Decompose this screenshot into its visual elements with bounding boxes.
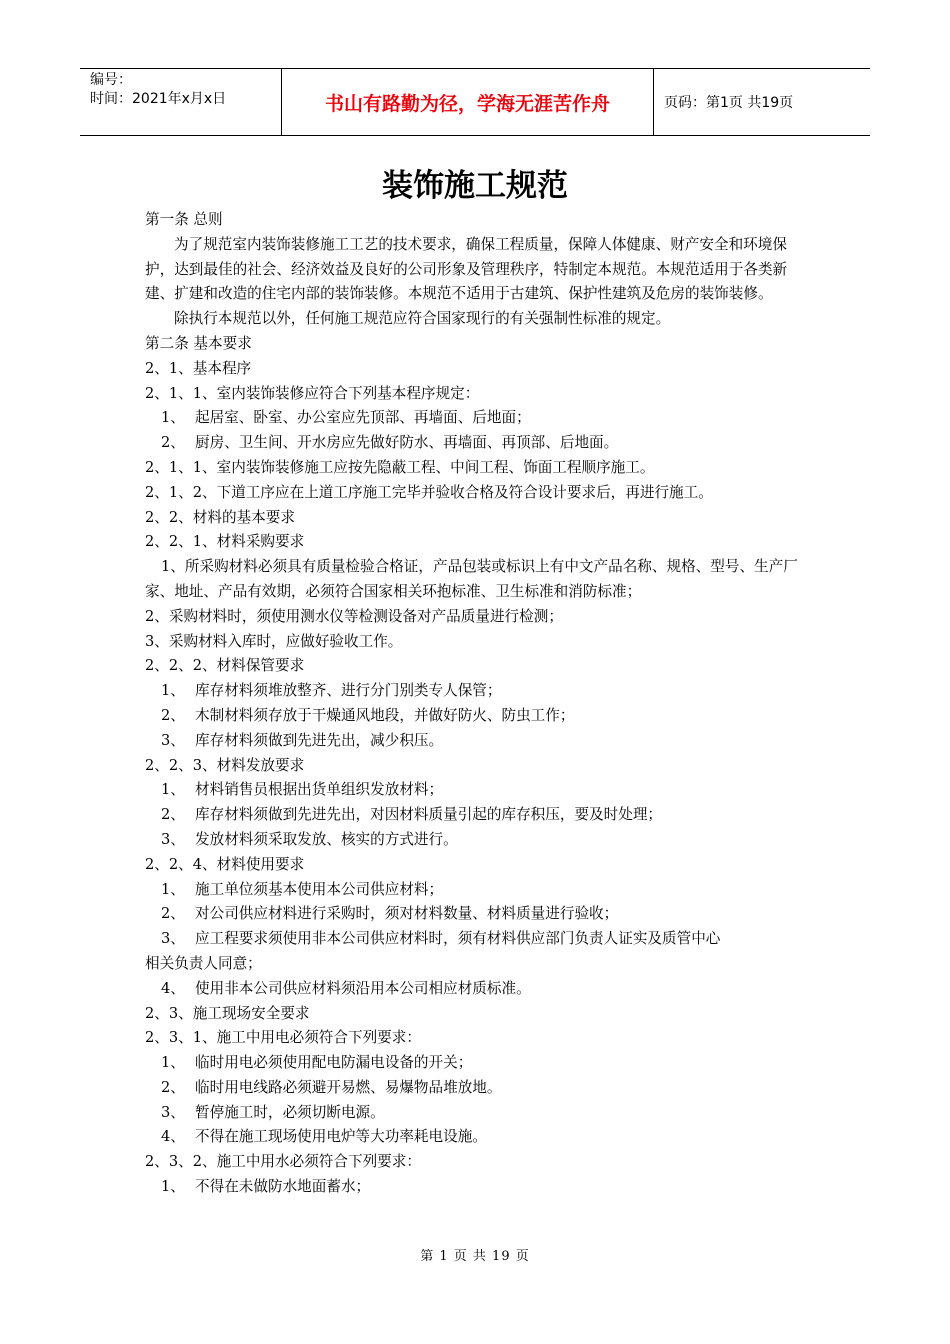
list-item: 2、 库存材料须做到先进先出，对因材料质量引起的库存积压，要及时处理； — [161, 806, 663, 824]
document-code-label: 编号： — [90, 72, 132, 88]
list-item: 3、 应工程要求须使用非本公司供应材料时，须有材料供应部门负责人证实及质管中心 — [161, 930, 721, 948]
list-item: 2、 木制材料须存放于干燥通风地段，并做好防火、防虫工作； — [161, 706, 575, 724]
section-heading: 第一条 总则 — [145, 211, 223, 228]
subsection-heading: 2、3、1、施工中用电必须符合下列要求： — [145, 1029, 421, 1047]
list-item: 4、 不得在施工现场使用电炉等大功率耗电设施。 — [161, 1128, 487, 1146]
subsection-heading: 2、2、1、材料采购要求 — [145, 533, 305, 551]
list-item: 2、 对公司供应材料进行采购时，须对材料数量、材料质量进行验收； — [161, 905, 619, 923]
list-item: 1、 临时用电必须使用配电防漏电设备的开关； — [161, 1054, 473, 1072]
list-item: 3、采购材料入库时，应做好验收工作。 — [145, 632, 403, 650]
document-title: 装饰施工规范 — [382, 168, 568, 204]
subsection-heading: 2、2、3、材料发放要求 — [145, 756, 305, 774]
paragraph: 为了规范室内装饰装修施工工艺的技术要求，确保工程质量，保障人体健康、财产安全和环境保护，达到最佳的社会、经济效益及良好的公司形象及管理秩序，特制定本规范。本规范适用于各类新建、扩建和改造的住宅内部的装饰装修。本规范不适用于古建筑、保护性建筑及危房的装饰装修。 — [145, 235, 788, 303]
header-left-cell — [80, 69, 282, 135]
header-page-label: 页码：第1页 共19页 — [664, 95, 794, 111]
subsection-heading: 2、1、1、室内装饰装修施工应按先隐蔽工程、中间工程、饰面工程顺序施工。 — [145, 458, 655, 476]
list-item: 1、 起居室、卧室、办公室应先顶部、再墙面、后地面； — [161, 409, 531, 427]
document-time-label: 时间：2021年x月x日 — [90, 91, 227, 107]
page-header — [80, 68, 870, 136]
paragraph: 除执行本规范以外，任何施工规范应符合国家现行的有关强制性标准的规定。 — [174, 310, 671, 328]
list-item: 3、 库存材料须做到先进先出，减少积压。 — [161, 731, 444, 749]
list-item: 1、 库存材料须堆放整齐、进行分门别类专人保管； — [161, 682, 502, 700]
section-heading: 第二条 基本要求 — [145, 334, 252, 352]
subsection-heading: 2、1、1、室内装饰装修应符合下列基本程序规定： — [145, 384, 480, 402]
list-item: 2、采购材料时，须使用测水仪等检测设备对产品质量进行检测； — [145, 607, 563, 625]
subsection-heading: 2、1、2、下道工序应在上道工序施工完毕并验收合格及符合设计要求后，再进行施工。 — [145, 483, 713, 501]
subsection-heading: 2、1、基本程序 — [145, 359, 252, 377]
list-item: 1、所采购材料必须具有质量检验合格证，产品包装或标识上有中文产品名称、规格、型号、生产厂家、地址、产品有效期，必须符合国家相关环抱标准、卫生标准和消防标准； — [145, 558, 798, 600]
subsection-heading: 2、3、2、施工中用水必须符合下列要求： — [145, 1153, 421, 1171]
subsection-heading: 2、2、材料的基本要求 — [145, 508, 295, 526]
document-body — [145, 208, 810, 1200]
list-item: 1、 材料销售员根据出货单组织发放材料； — [161, 781, 444, 799]
list-item: 1、 不得在未做防水地面蓄水； — [161, 1178, 371, 1196]
subsection-heading: 2、2、2、材料保管要求 — [145, 657, 305, 675]
list-item: 1、 施工单位须基本使用本公司供应材料； — [161, 880, 444, 898]
header-motto: 书山有路勤为径，学海无涯苦作舟 — [282, 69, 654, 135]
list-item: 4、 使用非本公司供应材料须沿用本公司相应材质标准。 — [161, 979, 531, 997]
list-item: 3、 暂停施工时，必须切断电源。 — [161, 1103, 385, 1121]
list-item-continuation: 相关负责人同意； — [145, 954, 262, 972]
subsection-heading: 2、2、4、材料使用要求 — [145, 855, 305, 873]
subsection-heading: 2、3、施工现场安全要求 — [145, 1004, 310, 1022]
page-footer: 第 1 页 共 19 页 — [420, 1249, 530, 1264]
list-item: 2、 厨房、卫生间、开水房应先做好防水、再墙面、再顶部、后地面。 — [161, 434, 619, 452]
list-item: 3、 发放材料须采取发放、核实的方式进行。 — [161, 830, 458, 848]
list-item: 2、 临时用电线路必须避开易燃、易爆物品堆放地。 — [161, 1078, 502, 1096]
